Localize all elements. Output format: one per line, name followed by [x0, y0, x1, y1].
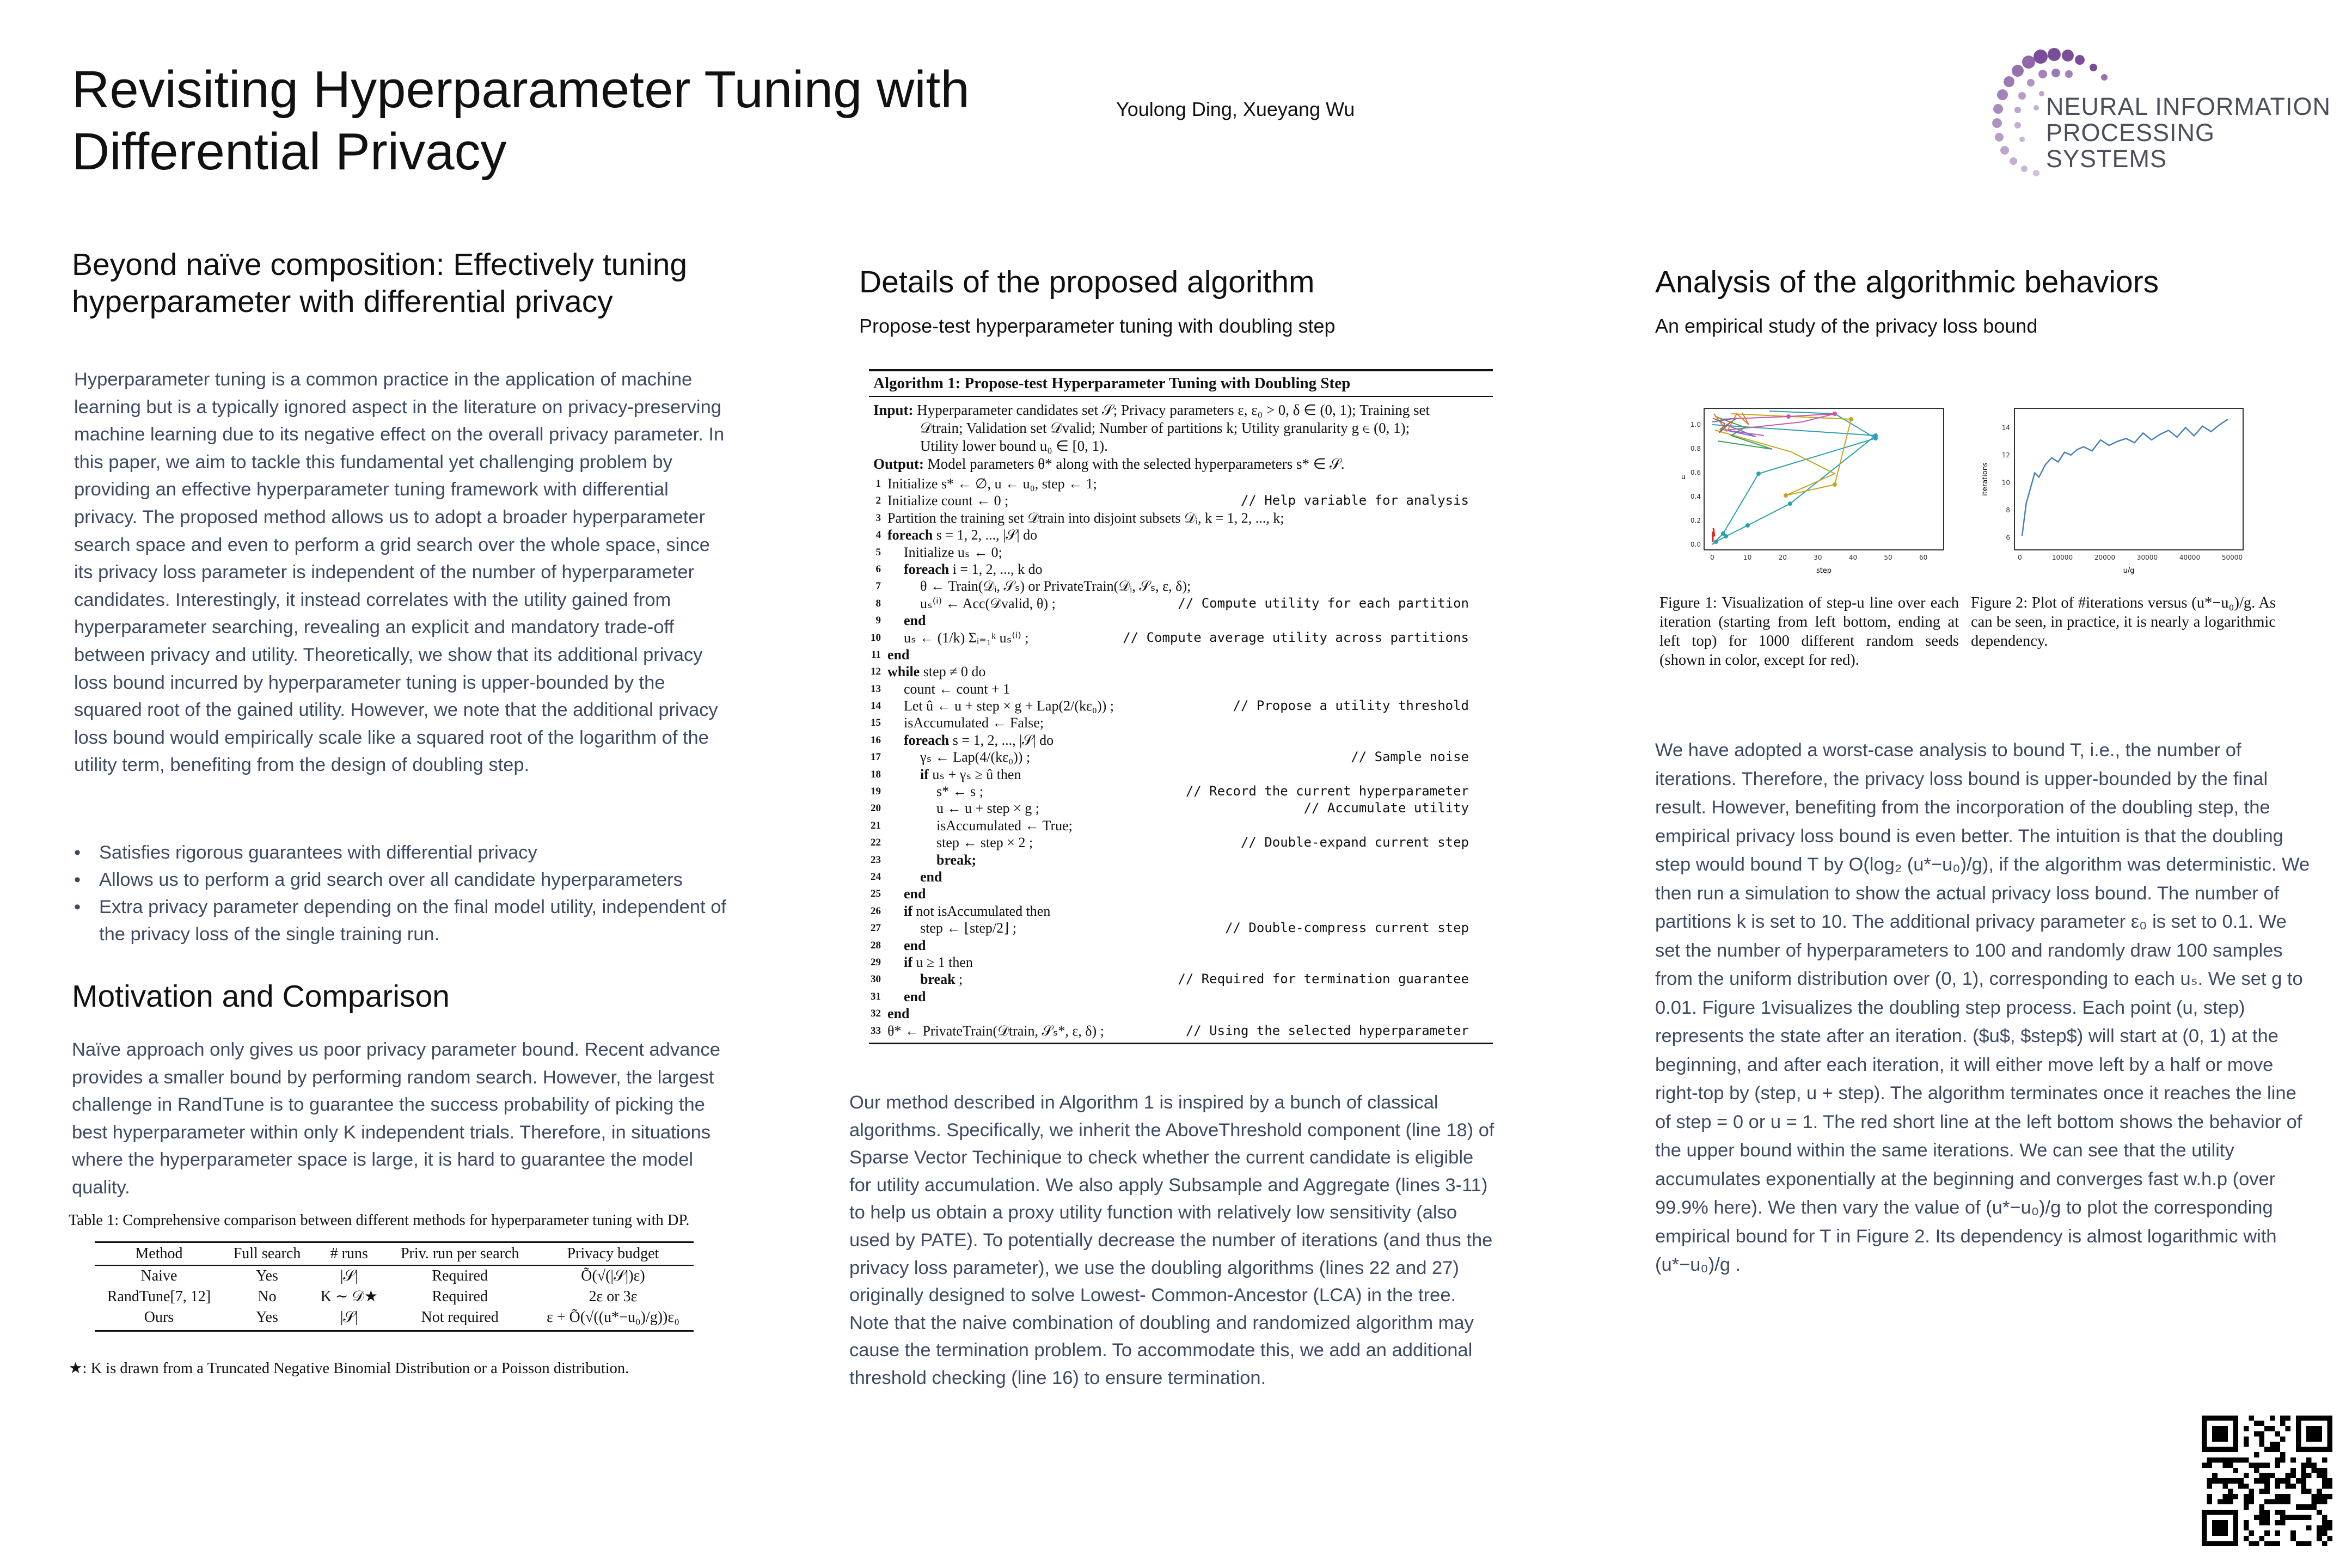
line-number: 13 [871, 683, 881, 695]
table-cell: |𝒮| [311, 1307, 387, 1331]
algorithm-line [869, 714, 1493, 731]
line-code: uₛ⁽ⁱ⁾ ← Acc(𝒟valid, θ) ; [920, 595, 1056, 611]
algorithm-line [869, 885, 1493, 902]
algorithm-line [869, 544, 1493, 561]
line-code: count ← count + 1 [904, 681, 1010, 697]
line-code: if uₛ + γₛ ≥ û then [920, 766, 1021, 782]
algorithm-line [869, 595, 1493, 612]
line-number: 8 [875, 597, 881, 609]
line-number: 24 [871, 871, 881, 883]
figure1-y-tick: 0.6 [1690, 469, 1701, 476]
output-label: Output: [873, 456, 924, 472]
algorithm-line [869, 817, 1493, 834]
table-cell: No [258, 1288, 277, 1305]
table-cell: Yes [256, 1267, 278, 1284]
line-code: s* ← s ; [936, 783, 983, 800]
line-number: 11 [871, 648, 881, 660]
table-cell: Required [432, 1267, 488, 1284]
line-code: θ* ← PrivateTrain(𝒟train, 𝒮ₛ*, ε, δ) ; [887, 1022, 1104, 1039]
line-comment: // Accumulate utility [1303, 800, 1469, 816]
line-code: break ; [920, 971, 963, 988]
figure2-y-tick: 14 [2001, 424, 2010, 432]
line-code: foreach i = 1, 2, ..., k do [904, 561, 1043, 577]
list-item: • Allows us to perform a grid search over all candidate hyperparameters [74, 866, 733, 893]
line-comment: // Double-expand current step [1240, 835, 1469, 850]
input-text-3: Utility lower bound u₀ ∈ [0, 1). [920, 438, 1108, 454]
figure1-y-tick: 0.2 [1690, 517, 1701, 524]
input-text-2: 𝒟train; Validation set 𝒟valid; Number of partitions k; Utility granularity g ∈ (0, 1); [920, 420, 1410, 436]
line-code: γₛ ← Lap(4/(kε₀)) ; [920, 749, 1031, 765]
figure1-ylabel: u [1681, 473, 1686, 481]
figure1-plot [1655, 397, 1955, 583]
line-number: 10 [871, 632, 881, 644]
figure2-y-tick: 6 [2006, 534, 2010, 542]
neurips-logo [1982, 44, 2336, 196]
line-code: Initialize count ← 0 ; [887, 493, 1009, 509]
authors: Youlong Ding, Xueyang Wu [1116, 98, 1355, 120]
algorithm-line [869, 663, 1493, 680]
table-row [95, 1265, 694, 1287]
abstract-text: Hyperparameter tuning is a common practice in the application of machine learning but is a typically ignored aspect in the literature on privacy-preserving machine learning due to its negative effect on the overall privacy parameter. In this paper, we aim to tackle this fundamental yet challenging problem by providing an effective hyperparameter tuning framework with differential privacy. The proposed method allows us to adopt a broader hyperparameter search space and even to perform a grid search over the whole space, since its privacy loss parameter is independent of the number of hyperparameter candidates. Interestingly, it instead correlates with the utility gained from hyperparameter searching, revealing an explicit and mandatory trade-off between privacy and utility. Theoretically, we show that its additional privacy loss bound incurred by hyperparameter tuning is upper-bounded by the squared root of the gained utility. However, we note that the additional privacy loss bound would empirically scale like a squared root of the logarithm of the utility term, benefiting from the design of doubling step. [74, 369, 725, 776]
figure1-x-tick: 50 [1884, 554, 1892, 561]
line-number: 27 [871, 922, 881, 934]
figure1-x-tick: 20 [1778, 554, 1787, 561]
table-header: # runs [311, 1242, 387, 1266]
algorithm-line [869, 988, 1493, 1005]
table-cell: ε + Õ(√((u*−u₀)/g))ε₀ [532, 1307, 694, 1331]
list-item: • Satisfies rigorous guarantees with differential privacy [74, 839, 733, 866]
line-number: 17 [871, 751, 881, 763]
line-number: 5 [875, 546, 881, 558]
algorithm-line [869, 612, 1493, 629]
figure2-x-tick: 50000 [2221, 554, 2243, 561]
line-code: Let û ← u + step × g + Lap(2/(kε₀)) ; [904, 698, 1114, 714]
line-number: 31 [871, 990, 881, 1002]
table-header: Privacy budget [532, 1242, 694, 1266]
algorithm-line [869, 732, 1493, 749]
line-code: if not isAccumulated then [904, 903, 1051, 919]
algorithm-line [869, 954, 1493, 971]
algorithm-line [869, 800, 1493, 817]
output-text: Model parameters θ* along with the selected hyperparameters s* ∈ 𝒮. [927, 456, 1345, 472]
line-number: 9 [875, 615, 881, 627]
figure1-y-tick: 0.4 [1690, 493, 1701, 500]
figure1-x-tick: 40 [1848, 554, 1858, 561]
contribution-list [74, 839, 733, 948]
qr-code-icon [2202, 1416, 2332, 1546]
line-comment: // Propose a utility threshold [1233, 698, 1469, 714]
figure1-red-bound [1713, 528, 1714, 542]
algorithm-line [869, 510, 1493, 526]
figure1-xlabel: step [1816, 567, 1832, 575]
line-code: foreach s = 1, 2, ..., |𝒮| do [887, 527, 1038, 543]
algorithm-line [869, 903, 1493, 920]
figure2-ylabel: iterations [1981, 462, 1989, 496]
algorithm-line [869, 697, 1493, 714]
line-number: 23 [871, 854, 881, 866]
line-number: 25 [871, 888, 881, 900]
figure2-x-tick: 30000 [2136, 554, 2158, 561]
line-code: isAccumulated ← True; [936, 817, 1073, 834]
table-cell: |𝒮| [340, 1267, 358, 1284]
algorithm-line [869, 783, 1493, 800]
algorithm-line [869, 578, 1493, 595]
line-number: 3 [875, 512, 881, 524]
col2-text: Our method described in Algorithm 1 is inspired by a bunch of classical algorithms. Specifically, we inherit the AboveThreshold component (line 18) of Sparse Vector Techinique to check whether the current candidate is eligible for utility accumulation. We also apply Subsample and Aggregate (lines 3-11) to help us obtain a proxy utility function with relatively low sensitivity (also used by PATE). To potentially decrease the number of iterations (and thus the privacy loss parameter), we use the doubling algorithms (lines 22 and 27) originally designed to solve Lowest- Common-Ancestor (LCA) in the tree. Note that the naive combination of doubling and randomized algorithm may cause the termination problem. To accommodate this, we add an additional threshold checking (line 16) to ensure termination. [849, 1092, 1494, 1388]
line-number: 4 [875, 529, 881, 541]
algorithm-line [869, 749, 1493, 765]
line-comment: // Compute average utility across partitions [1123, 629, 1469, 645]
col3-heading: Analysis of the algorithmic behaviors [1655, 265, 2159, 299]
line-number: 14 [871, 700, 881, 712]
figure1-y-tick: 0.8 [1690, 445, 1701, 452]
figure1-x-tick: 30 [1814, 554, 1822, 561]
algorithm-line [869, 834, 1493, 851]
line-code: end [904, 988, 926, 1004]
line-number: 1 [875, 478, 881, 489]
algorithm-line [869, 492, 1493, 509]
figure2-caption: Figure 2: Plot of #iterations versus (u*−u₀)/g. As can be seen, in practice, it is nearly a logarithmic dependency. [1971, 595, 2276, 650]
algorithm-line [869, 766, 1493, 783]
line-code: u ← u + step × g ; [936, 800, 1039, 817]
line-code: end [920, 868, 942, 885]
figure2-xlabel: u/g [2123, 567, 2135, 575]
table-caption: Table 1: Comprehensive comparison between different methods for hyperparameter tuning with DP. [69, 1212, 690, 1229]
line-number: 6 [875, 563, 881, 575]
table-cell: K ∼ 𝒟★ [320, 1288, 378, 1305]
algorithm-line [869, 971, 1493, 988]
line-number: 2 [875, 495, 881, 507]
line-number: 20 [871, 803, 881, 814]
line-code: Initialize uₛ ← 0; [904, 544, 1002, 560]
logo-line2: PROCESSING SYSTEMS [2046, 119, 2215, 173]
line-number: 19 [871, 786, 881, 798]
figure1-x-tick: 60 [1919, 554, 1928, 561]
col2-subheading: Propose-test hyperparameter tuning with doubling step [859, 315, 1336, 337]
algorithm-line [869, 646, 1493, 663]
line-code: if u ≥ 1 then [904, 954, 973, 970]
line-code: uₛ ← (1/k) Σᵢ₌₁ᵏ uₛ⁽ⁱ⁾ ; [904, 629, 1029, 646]
line-comment: // Required for termination guarantee [1178, 971, 1469, 987]
col3-text: We have adopted a worst-case analysis to bound T, i.e., the number of iterations. Therefore, the privacy loss bound is upper-bounded by the final result. However, benefiting from the incorporation of the doubling step, the empirical privacy loss bound is even better. The intuition is that the doubling step would bound T by O(log₂ (u*−u₀)/g), if the algorithm was deterministic. We then run a simulation to show the actual privacy loss bound. The number of partitions k is set to 10. The additional privacy parameter ε₀ is set to 0.1. We set the number of hyperparameters to 100 and randomly draw 100 samples from the uniform distribution over (0, 1), corresponding to each uₛ. We set g to 0.01. Figure 1visualizes the doubling step process. Each point (u, step) represents the state after an iteration. ($u$, $step$) will start at (0, 1) at the beginning, and after each iteration, it will either move left by a half or move right-top by (step, u + step). The algorithm terminates once it reaches the line of step = 0 or u = 1. The red short line at the left bottom shows the behavior of the upper bound within the same iterations. We can see that the utility accumulates exponentially at the beginning and converges fast w.h.p (over 99.9% here). We then vary the value of (u*−u₀)/g to plot the corresponding empirical bound for T in Figure 2. Its dependency is almost logarithmic with (u*−u₀)/g . [1655, 740, 2310, 1275]
input-label: Input: [873, 402, 914, 418]
algorithm-line [869, 937, 1493, 954]
logo-line1: NEURAL INFORMATION [2046, 93, 2331, 120]
line-code: end [904, 886, 926, 902]
figure2-y-tick: 10 [2001, 479, 2010, 487]
line-number: 28 [871, 939, 881, 951]
motivation-heading: Motivation and Comparison [72, 979, 450, 1014]
line-code: step ← ⌊step/2⌋ ; [920, 920, 1016, 936]
table-cell: Naive [140, 1267, 177, 1284]
col3-subheading: An empirical study of the privacy loss bound [1655, 315, 2038, 337]
line-comment: // Record the current hyperparameter [1185, 783, 1469, 799]
figure1-y-tick: 1.0 [1690, 421, 1701, 428]
poster-title: Revisiting Hyperparameter Tuning with Differential Privacy [72, 60, 970, 181]
table-cell: Required [432, 1288, 488, 1305]
algorithm-line [869, 475, 1493, 492]
line-code: end [887, 1006, 910, 1022]
line-code: step ← step × 2 ; [936, 835, 1033, 851]
table-header: Priv. run per search [387, 1242, 532, 1266]
line-number: 30 [871, 973, 881, 985]
figure1-x-tick: 0 [1710, 554, 1714, 561]
line-number: 32 [871, 1008, 881, 1020]
line-number: 29 [871, 956, 881, 968]
figure2-x-tick: 40000 [2179, 554, 2201, 561]
line-code: θ ← Train(𝒟ᵢ, 𝒮ₛ) or PrivateTrain(𝒟ᵢ, 𝒮ₛ, ε, δ); [920, 578, 1191, 595]
line-code: end [887, 646, 910, 663]
figure2-ticks [2002, 424, 2243, 561]
table-cell: Yes [223, 1307, 311, 1331]
comparison-table [95, 1241, 694, 1332]
table-row [95, 1307, 694, 1331]
figure2-x-tick: 0 [2018, 554, 2022, 561]
figure1-caption: Figure 1: Visualization of step-u line over each iteration (starting from left bottom, ending at left top) for 1000 different random seeds (shown in color, except for red). [1659, 595, 1959, 669]
table-cell: 2ε or 3ε [589, 1288, 638, 1305]
table-cell: Not required [387, 1307, 532, 1331]
algorithm-line [869, 629, 1493, 646]
line-code: while step ≠ 0 do [887, 664, 986, 680]
line-code: end [904, 612, 926, 629]
line-number: 16 [871, 734, 881, 746]
figure1-lines [1712, 411, 1876, 544]
algorithm-line [869, 526, 1493, 543]
figure2-y-tick: 12 [2001, 451, 2010, 459]
table-cell: Õ(√(|𝒮|)ε) [581, 1267, 645, 1284]
line-code: break; [936, 852, 977, 868]
figure1-points [1714, 433, 1878, 544]
input-text: Hyperparameter candidates set 𝒮; Privacy parameters ε, ε₀ > 0, δ ∈ (0, 1); Training set [917, 402, 1430, 418]
line-comment: // Double-compress current step [1225, 920, 1469, 936]
table-row [95, 1287, 694, 1307]
algorithm-box [869, 369, 1493, 1044]
line-number: 33 [871, 1025, 881, 1037]
line-code: foreach s = 1, 2, ..., |𝒮| do [904, 732, 1054, 748]
line-code: Partition the training set 𝒟train into disjoint subsets 𝒟ᵢ, k = 1, 2, ..., k; [887, 510, 1284, 526]
figure2-x-tick: 10000 [2051, 554, 2073, 561]
table-header-row [95, 1242, 694, 1266]
table-header: Method [95, 1242, 223, 1266]
line-comment: // Compute utility for each partition [1178, 595, 1469, 611]
algorithm-caption: Algorithm 1: Propose-test Hyperparameter Tuning with Doubling Step [869, 369, 1493, 397]
table-cell: Ours [95, 1307, 223, 1331]
algorithm-lines [869, 475, 1493, 1044]
line-comment: // Sample noise [1351, 749, 1469, 765]
figure2-series-line [2022, 419, 2228, 536]
table-note: ★: K is drawn from a Truncated Negative Binomial Distribution or a Poisson distribution. [69, 1360, 629, 1377]
line-number: 18 [871, 768, 881, 780]
table-cell: RandTune[7, 12] [107, 1288, 211, 1305]
figure2-y-tick: 8 [2006, 506, 2010, 514]
algorithm-io [869, 397, 1493, 475]
motivation-text: Naïve approach only gives us poor privacy parameter bound. Recent advance provides a smaller bound by performing random search. However, the largest challenge in RandTune is to guarantee the success probability of picking the best hyperparameter within only K independent trials. Therefore, in situations where the hyperparameter space is large, it is hard to guarantee the model quality. [72, 1039, 720, 1198]
line-comment: // Using the selected hyperparameter [1185, 1022, 1469, 1038]
algorithm-line [869, 1005, 1493, 1022]
line-code: end [904, 937, 926, 953]
figure1-y-tick: 0.0 [1690, 541, 1701, 548]
line-number: 22 [871, 837, 881, 849]
figure2-x-tick: 20000 [2094, 554, 2116, 561]
list-item: • Extra privacy parameter depending on the final model utility, independent of the privacy loss of the single training run. [74, 893, 733, 948]
figure1-x-tick: 10 [1743, 554, 1752, 561]
figure2-plot [1965, 397, 2259, 583]
algorithm-line [869, 561, 1493, 578]
line-number: 15 [871, 717, 881, 729]
line-number: 7 [875, 580, 881, 592]
line-code: isAccumulated ← False; [904, 715, 1044, 731]
col1-heading: Beyond naïve composition: Effectively tuning hyperparameter with differential privacy [72, 247, 688, 319]
algorithm-line [869, 681, 1493, 697]
algorithm-line [869, 852, 1493, 868]
line-number: 26 [871, 905, 881, 917]
algorithm-line [869, 920, 1493, 936]
table-header: Full search [223, 1242, 311, 1266]
line-code: Initialize s* ← ∅, u ← u₀, step ← 1; [887, 476, 1097, 492]
line-number: 12 [871, 666, 881, 678]
line-comment: // Help variable for analysis [1240, 493, 1469, 509]
algorithm-line [869, 868, 1493, 885]
col2-heading: Details of the proposed algorithm [859, 265, 1315, 299]
line-number: 21 [871, 819, 881, 831]
algorithm-line [869, 1022, 1493, 1039]
